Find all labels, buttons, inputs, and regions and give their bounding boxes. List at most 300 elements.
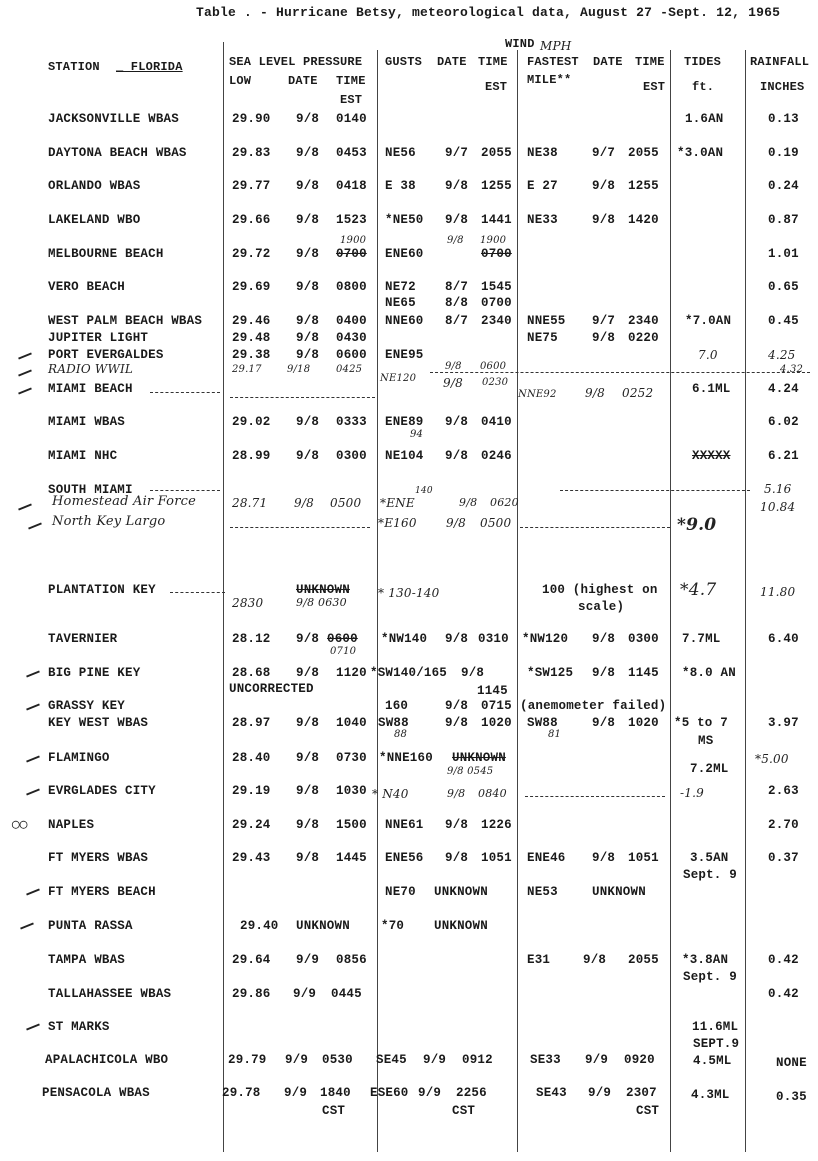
- station-name: MELBOURNE BEACH: [48, 247, 164, 261]
- tide-value-struck: XXXXX: [692, 449, 731, 463]
- fastest-date: 9/8: [592, 851, 616, 865]
- gust-date: 9/8: [447, 235, 464, 246]
- gust-value: SW88: [378, 716, 409, 730]
- fastest-mile: NNE55: [527, 314, 566, 328]
- fastest-mile: SE43: [536, 1086, 567, 1100]
- fastest-mile: NE33: [527, 213, 558, 227]
- pressure-low: 29.66: [232, 213, 271, 227]
- tide-value: 6.1ML: [692, 382, 731, 396]
- gust-value: *E160: [378, 516, 417, 530]
- pressure-time: 0418: [336, 179, 367, 193]
- station-name: WEST PALM BEACH WBAS: [48, 314, 203, 328]
- gust-time-original: 0700: [481, 247, 512, 261]
- pressure-date: 9/8: [296, 449, 320, 463]
- pressure-date: UNKNOWN: [296, 919, 350, 933]
- header-gust-time: TIME: [478, 55, 508, 69]
- check-mark: [20, 922, 34, 929]
- gust-value: *ENE: [380, 496, 415, 510]
- gust-time: 1226: [481, 818, 512, 832]
- pressure-time: 0445: [331, 987, 362, 1001]
- gust-value: *NW140: [381, 632, 428, 646]
- pressure-time: 1030: [336, 784, 367, 798]
- fastest-time: 1020: [628, 716, 659, 730]
- check-mark: [26, 788, 40, 795]
- fastest-time: 0252: [622, 386, 654, 400]
- gust-date: 9/9: [423, 1053, 447, 1067]
- fastest-date: 9/8: [592, 632, 616, 646]
- fastest-date: 9/9: [585, 1053, 609, 1067]
- tide-value: *4.7: [680, 580, 717, 600]
- fastest-time: 0220: [628, 331, 659, 345]
- station-name: FT MYERS BEACH: [48, 885, 156, 899]
- gust-value: ESE60: [370, 1086, 409, 1100]
- gust-time: 0500: [480, 516, 512, 530]
- fastest-date: 9/8: [592, 331, 616, 345]
- pressure-low: 29.43: [232, 851, 271, 865]
- check-mark: [18, 369, 32, 376]
- fastest-mile: E 27: [527, 179, 558, 193]
- gust-value: NNE60: [385, 314, 424, 328]
- pressure-date: 9/8: [296, 314, 320, 328]
- pressure-time: 0730: [336, 751, 367, 765]
- station-name: FLAMINGO: [48, 751, 110, 765]
- fastest-mile: *SW125: [527, 666, 574, 680]
- fastest-date: 9/8: [592, 213, 616, 227]
- pressure-low: 29.78: [222, 1086, 261, 1100]
- rainfall-value: NONE: [776, 1056, 807, 1070]
- gust-value: NE120: [380, 373, 417, 384]
- gust-date: 9/8: [445, 415, 469, 429]
- fastest-time: 0920: [624, 1053, 655, 1067]
- pressure-low: 29.38: [232, 348, 271, 362]
- gust-date: 9/8: [446, 516, 466, 530]
- gust-time: 1545: [481, 280, 512, 294]
- header-fm-time: TIME: [635, 55, 665, 69]
- rainfall-value: 6.21: [768, 449, 799, 463]
- gust-date: 9/8: [445, 179, 469, 193]
- dash-line: [170, 592, 225, 593]
- gust-time: 0700: [481, 296, 512, 310]
- header-gust-est: EST: [485, 80, 508, 94]
- header-tides: TIDES: [684, 55, 722, 69]
- station-name: SOUTH MIAMI: [48, 483, 133, 497]
- gust-date: 9/8: [445, 716, 469, 730]
- fastest-mile: (anemometer failed): [520, 699, 667, 713]
- pressure-date: UNKNOWN: [296, 583, 350, 597]
- gust-time: 0310: [478, 632, 509, 646]
- pressure-low: 29.79: [228, 1053, 267, 1067]
- fastest-time: 1420: [628, 213, 659, 227]
- rainfall-value: 6.40: [768, 632, 799, 646]
- rainfall-value: *5.00: [755, 752, 789, 766]
- gust-value: 160: [385, 699, 409, 713]
- pressure-date: 9/8: [296, 415, 320, 429]
- pressure-time-original: 0600: [327, 632, 358, 646]
- pressure-time: 0333: [336, 415, 367, 429]
- dash-line: [430, 372, 810, 373]
- rainfall-value: 0.45: [768, 314, 799, 328]
- pressure-time: 0710: [330, 646, 357, 657]
- header-state: _ FLORIDA: [116, 60, 183, 74]
- pressure-date: 9/8: [296, 666, 320, 680]
- fastest-date: 9/8: [583, 953, 607, 967]
- gust-time: 0230: [482, 377, 509, 388]
- pressure-date: 9/8: [296, 213, 320, 227]
- pressure-low: 28.71: [232, 496, 268, 510]
- check-mark: [26, 1023, 40, 1030]
- column-rule: [377, 50, 378, 1152]
- station-name: BIG PINE KEY: [48, 666, 141, 680]
- station-name: FT MYERS WBAS: [48, 851, 149, 865]
- fastest-time: 0300: [628, 632, 659, 646]
- pressure-low: 28.68: [232, 666, 271, 680]
- gust-date: 9/8: [445, 818, 469, 832]
- rainfall-value: 0.37: [768, 851, 799, 865]
- gust-time: 1020: [481, 716, 512, 730]
- gust-value: *NNE160: [379, 751, 433, 765]
- pressure-low: 29.17: [232, 364, 262, 375]
- fastest-mile: NE75: [527, 331, 558, 345]
- fastest-time: 2055: [628, 146, 659, 160]
- rainfall-value: 5.16: [764, 482, 792, 496]
- pressure-low: 29.19: [232, 784, 271, 798]
- gust-value: NNE61: [385, 818, 424, 832]
- rainfall-value: 11.80: [760, 585, 796, 599]
- rainfall-value: 0.24: [768, 179, 799, 193]
- station-name: JUPITER LIGHT: [48, 331, 149, 345]
- station-name: NAPLES: [48, 818, 95, 832]
- pressure-date: 9/8: [296, 632, 320, 646]
- naples-mark-icon: ◯◯: [12, 818, 28, 832]
- pressure-time: 0430: [336, 331, 367, 345]
- pressure-date: 9/8: [296, 179, 320, 193]
- fastest-time: 1051: [628, 851, 659, 865]
- rainfall-value: 2.63: [768, 784, 799, 798]
- gust-date: 9/8: [447, 787, 466, 800]
- station-name: PENSACOLA WBAS: [42, 1086, 150, 1100]
- fastest-date: 9/7: [592, 314, 616, 328]
- fastest-mile-note: scale): [578, 600, 625, 614]
- dash-line: [230, 397, 375, 398]
- tide-value: 7.0: [698, 348, 718, 362]
- gust-value: ENE95: [385, 348, 424, 362]
- column-rule: [745, 50, 746, 1152]
- rainfall-value: 0.19: [768, 146, 799, 160]
- pressure-time-original: 0700: [336, 247, 367, 261]
- header-station: STATION: [48, 60, 100, 74]
- gust-date: 9/8: [461, 666, 485, 680]
- pressure-low: 28.40: [232, 751, 271, 765]
- pressure-low: 29.64: [232, 953, 271, 967]
- gust-time: 1441: [481, 213, 512, 227]
- station-name: APALACHICOLA WBO: [45, 1053, 169, 1067]
- pressure-date: 9/8: [296, 818, 320, 832]
- gust-date: 8/8: [445, 296, 469, 310]
- gust-value: *NE50: [385, 213, 424, 227]
- check-mark: [26, 888, 40, 895]
- fastest-date: 9/8: [592, 666, 616, 680]
- pressure-date: 9/18: [287, 364, 311, 375]
- station-name: MIAMI WBAS: [48, 415, 126, 429]
- page-title: Table . - Hurricane Betsy, meteorological data, August 27 -Sept. 12, 1965: [196, 5, 781, 20]
- rainfall-value: 0.13: [768, 112, 799, 126]
- gust-time: 2340: [481, 314, 512, 328]
- dash-line: [560, 490, 750, 491]
- fastest-date: 9/8: [592, 716, 616, 730]
- check-mark: [28, 522, 42, 529]
- fastest-time: 2307: [626, 1086, 657, 1100]
- dash-line: [150, 392, 220, 393]
- dash-line: [520, 527, 670, 528]
- gust-date: 9/9: [418, 1086, 442, 1100]
- gust-date: 8/7: [445, 280, 469, 294]
- pressure-date: 9/8: [296, 247, 320, 261]
- fastest-mile: ENE46: [527, 851, 566, 865]
- fastest-time: 1255: [628, 179, 659, 193]
- station-name: PUNTA RASSA: [48, 919, 133, 933]
- gust-date: UNKNOWN: [434, 919, 488, 933]
- tide-value: 1.6AN: [685, 112, 724, 126]
- rainfall-value: 0.42: [768, 953, 799, 967]
- gust-date: UNKNOWN: [452, 751, 506, 765]
- gust-time: 2256: [456, 1086, 487, 1100]
- station-name-handwritten: RADIO WWIL: [48, 362, 134, 376]
- tide-note: SEPT.9: [693, 1037, 740, 1051]
- station-name: PORT EVERGALDES: [48, 348, 164, 362]
- station-name: VERO BEACH: [48, 280, 126, 294]
- gust-value-correction: 88: [394, 729, 408, 740]
- pressure-time: 0500: [330, 496, 362, 510]
- fastest-mile: NE53: [527, 885, 558, 899]
- rainfall-value: 10.84: [760, 500, 796, 514]
- header-mile: MILE**: [527, 73, 572, 87]
- station-name: DAYTONA BEACH WBAS: [48, 146, 187, 160]
- gust-time: 1900: [480, 235, 507, 246]
- pressure-time-correction: 1900: [340, 235, 367, 246]
- gust-time: 0620: [490, 496, 519, 509]
- station-name: MIAMI NHC: [48, 449, 118, 463]
- fastest-mile: SE33: [530, 1053, 561, 1067]
- gust-date: 9/8: [445, 449, 469, 463]
- tide-value: *3.0AN: [677, 146, 724, 160]
- pressure-date-handwritten: 9/8 0630: [296, 596, 347, 609]
- header-slp-time: TIME: [336, 74, 366, 88]
- gust-date: 9/8: [459, 496, 478, 509]
- header-tides-unit: ft.: [692, 80, 715, 94]
- pressure-low: 29.86: [232, 987, 271, 1001]
- pressure-date: 9/8: [296, 331, 320, 345]
- station-name-handwritten: North Key Largo: [52, 514, 166, 529]
- pressure-time: 0140: [336, 112, 367, 126]
- check-mark: [26, 670, 40, 677]
- gust-value: ENE56: [385, 851, 424, 865]
- station-name: ST MARKS: [48, 1020, 110, 1034]
- fastest-mile: 100 (highest on: [542, 583, 658, 597]
- gust-time: 0840: [478, 787, 507, 800]
- station-name: TAMPA WBAS: [48, 953, 126, 967]
- header-mph: MPH: [540, 39, 572, 53]
- station-name: GRASSY KEY: [48, 699, 126, 713]
- gust-time: 2055: [481, 146, 512, 160]
- gust-value: ENE60: [385, 247, 424, 261]
- gust-date: 9/8: [445, 213, 469, 227]
- fastest-date: UNKNOWN: [592, 885, 646, 899]
- rainfall-value: 0.35: [776, 1090, 807, 1104]
- time-zone: CST: [636, 1104, 660, 1118]
- column-rule: [223, 42, 224, 1152]
- rainfall-value: 3.97: [768, 716, 799, 730]
- header-slp-low: LOW: [229, 74, 252, 88]
- tide-note: MS: [698, 734, 714, 748]
- pressure-time: 1500: [336, 818, 367, 832]
- fastest-date: 9/8: [592, 179, 616, 193]
- pressure-time: 1040: [336, 716, 367, 730]
- rainfall-value: 4.32: [780, 364, 804, 375]
- header-fm-est: EST: [643, 80, 666, 94]
- time-zone: CST: [322, 1104, 346, 1118]
- station-name: MIAMI BEACH: [48, 382, 133, 396]
- pressure-low: 29.02: [232, 415, 271, 429]
- fastest-date: 9/9: [588, 1086, 612, 1100]
- tide-value: -1.9: [680, 786, 704, 800]
- dash-line: [525, 796, 665, 797]
- gust-value: ENE89: [385, 415, 424, 429]
- station-name: TAVERNIER: [48, 632, 118, 646]
- pressure-low: 28.12: [232, 632, 271, 646]
- pressure-time: 0856: [336, 953, 367, 967]
- fastest-mile-correction: 81: [548, 729, 562, 740]
- gust-time: 1255: [481, 179, 512, 193]
- gust-date: 8/7: [445, 314, 469, 328]
- tide-note: Sept. 9: [683, 868, 737, 882]
- pressure-time: 1523: [336, 213, 367, 227]
- check-mark: [18, 503, 32, 510]
- pressure-time: 0300: [336, 449, 367, 463]
- rainfall-value: 0.87: [768, 213, 799, 227]
- gust-date: 9/8: [445, 851, 469, 865]
- pressure-time: 0400: [336, 314, 367, 328]
- check-mark: [26, 755, 40, 762]
- station-name: KEY WEST WBAS: [48, 716, 149, 730]
- gust-value: NE70: [385, 885, 416, 899]
- rainfall-value: 4.25: [768, 348, 796, 362]
- fastest-date: 9/7: [592, 146, 616, 160]
- pressure-date: 9/8: [296, 112, 320, 126]
- pressure-low: 28.97: [232, 716, 271, 730]
- pressure-time: 0800: [336, 280, 367, 294]
- gust-time: 1145: [477, 684, 508, 698]
- pressure-date: 9/9: [285, 1053, 309, 1067]
- gust-time: 0600: [480, 361, 507, 372]
- column-rule: [517, 50, 518, 1152]
- pressure-low: 29.90: [232, 112, 271, 126]
- check-mark: [18, 352, 32, 359]
- fastest-date: 9/8: [585, 386, 605, 400]
- gust-note: 140: [415, 486, 433, 496]
- fastest-mile: *NW120: [522, 632, 569, 646]
- header-fm-date: DATE: [593, 55, 623, 69]
- pressure-low: 29.69: [232, 280, 271, 294]
- pressure-date: 9/8: [296, 716, 320, 730]
- station-name: LAKELAND WBO: [48, 213, 141, 227]
- tide-value: *3.8AN: [682, 953, 729, 967]
- fastest-mile: E31: [527, 953, 551, 967]
- tide-value: *8.0 AN: [682, 666, 736, 680]
- tide-value: 4.3ML: [691, 1088, 730, 1102]
- station-name: TALLAHASSEE WBAS: [48, 987, 172, 1001]
- pressure-date: 9/8: [296, 348, 320, 362]
- pressure-date: 9/9: [284, 1086, 308, 1100]
- gust-date: 9/8: [445, 361, 462, 372]
- rainfall-value: 2.70: [768, 818, 799, 832]
- header-wind: WIND: [505, 37, 535, 51]
- pressure-low: 29.24: [232, 818, 271, 832]
- gust-time: 0246: [481, 449, 512, 463]
- pressure-low: 29.48: [232, 331, 271, 345]
- time-zone: CST: [452, 1104, 476, 1118]
- gust-value: NE65: [385, 296, 416, 310]
- fastest-mile: NE38: [527, 146, 558, 160]
- tide-value: 7.7ML: [682, 632, 721, 646]
- gust-date: 9/8: [443, 376, 463, 390]
- gust-value: * N40: [372, 787, 409, 801]
- uncorrected-note: UNCORRECTED: [229, 682, 314, 696]
- fastest-time: 1145: [628, 666, 659, 680]
- rainfall-value: 1.01: [768, 247, 799, 261]
- pressure-date: 9/9: [293, 987, 317, 1001]
- fastest-mile: NNE92: [518, 389, 557, 400]
- gust-value: *70: [381, 919, 405, 933]
- header-rainfall: RAINFALL: [750, 55, 810, 69]
- pressure-date: 9/9: [296, 953, 320, 967]
- header-slp-est: EST: [340, 93, 363, 107]
- pressure-low: 29.46: [232, 314, 271, 328]
- column-rule: [670, 50, 671, 1152]
- pressure-date: 9/8: [296, 784, 320, 798]
- dash-line: [150, 490, 220, 491]
- pressure-time: 0425: [336, 364, 363, 375]
- station-name: EVRGLADES CITY: [48, 784, 156, 798]
- header-gusts: GUSTS: [385, 55, 423, 69]
- gust-value: * 130-140: [378, 586, 440, 600]
- dash-line: [230, 527, 370, 528]
- gust-value-correction: 94: [410, 429, 424, 440]
- pressure-low: 29.77: [232, 179, 271, 193]
- pressure-low: 28.99: [232, 449, 271, 463]
- pressure-time: 0530: [322, 1053, 353, 1067]
- pressure-time: 1840: [320, 1086, 351, 1100]
- rainfall-value: 0.65: [768, 280, 799, 294]
- gust-value: E 38: [385, 179, 416, 193]
- gust-time: 0715: [481, 699, 512, 713]
- pressure-date: 9/8: [296, 280, 320, 294]
- gust-value: NE104: [385, 449, 424, 463]
- header-slp-date: DATE: [288, 74, 318, 88]
- check-mark: [26, 703, 40, 710]
- gust-value: NE72: [385, 280, 416, 294]
- rainfall-value: 4.24: [768, 382, 799, 396]
- fastest-time: 2340: [628, 314, 659, 328]
- gust-time: 0912: [462, 1053, 493, 1067]
- pressure-low: 29.40: [240, 919, 279, 933]
- pressure-date: 9/8: [296, 751, 320, 765]
- pressure-date: 9/8: [296, 146, 320, 160]
- rainfall-value: 0.42: [768, 987, 799, 1001]
- pressure-low: 29.83: [232, 146, 271, 160]
- check-mark: [18, 387, 32, 394]
- tide-value: *5 to 7: [674, 716, 728, 730]
- station-name: JACKSONVILLE WBAS: [48, 112, 179, 126]
